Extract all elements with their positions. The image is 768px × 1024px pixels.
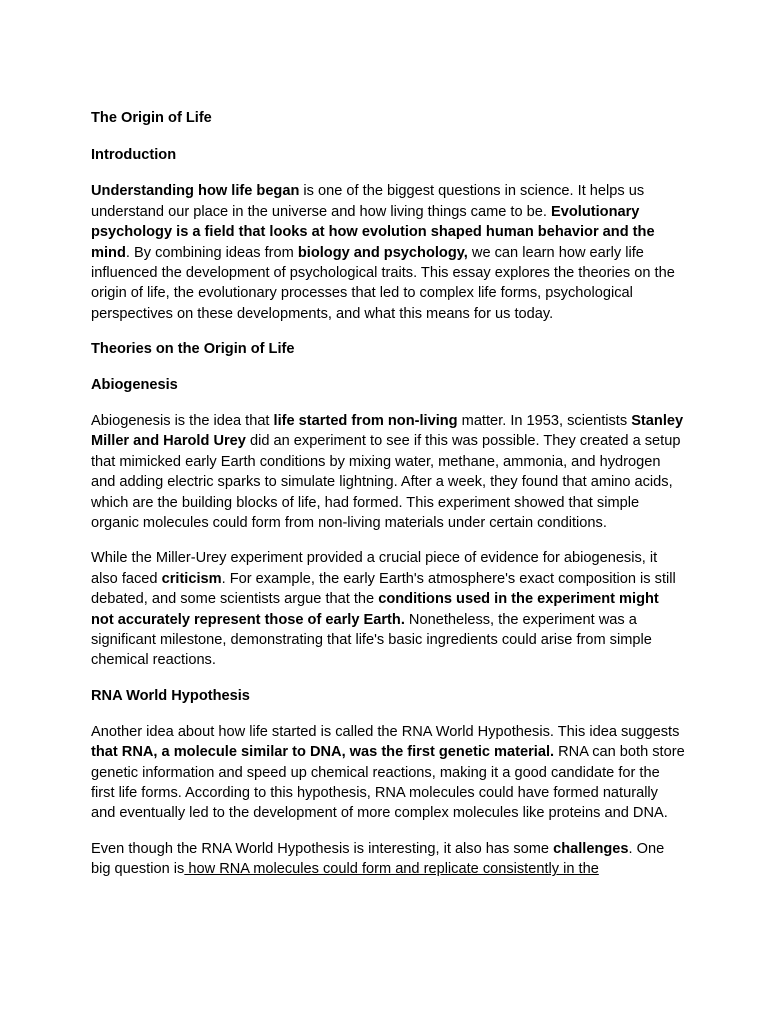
text-run: . One big question is	[91, 840, 665, 878]
text-run: . For example, the early Earth's atmosphere's exact composition is still debated, and some scientists argue that the	[91, 570, 676, 608]
bold-phrase: that RNA, a molecule similar to DNA, was the first genetic material.	[91, 744, 555, 761]
bold-phrase: Stanley Miller and Harold Urey	[91, 412, 684, 450]
text-run: did an experiment to see if this was possible. They created a setup that mimicked early Earth conditions by mixing water, methane, ammonia, and hydrogen and adding electric sparks to simulate lightning. After a week, they found that amino acids, which are the building blocks of life, had formed. This experiment showed that simple organic molecules could form from non-living materials under certain conditions.	[91, 433, 681, 531]
document-page	[91, 108, 685, 880]
rna-world-paragraph-1	[91, 722, 685, 824]
text-run: Abiogenesis is the idea that	[91, 412, 274, 429]
text-run: is one of the biggest questions in science. It helps us understand our place in the universe and how living things came to be.	[91, 183, 645, 220]
bold-phrase: Understanding how life began	[91, 183, 300, 200]
bold-phrase: criticism	[161, 570, 222, 587]
abiogenesis-paragraph-2	[91, 548, 685, 670]
text-run: RNA can both store genetic information and speed up chemical reactions, making it a good candidate for the first life forms. According to this hypothesis, RNA molecules could have formed naturally and eventually led to the development of more complex molecules like proteins and DNA.	[91, 744, 685, 822]
bold-phrase: life started from non-living	[273, 412, 458, 429]
text-run: Even though the RNA World Hypothesis is interesting, it also has some	[91, 840, 554, 857]
text-run: matter. In 1953, scientists	[457, 412, 632, 429]
introduction-paragraph	[91, 181, 685, 324]
underlined-phrase: how RNA molecules could form and replicate consistently in the	[184, 861, 599, 878]
abiogenesis-paragraph-1	[91, 411, 685, 533]
rna-world-paragraph-2	[91, 839, 685, 880]
text-run: While the Miller-Urey experiment provided a crucial piece of evidence for abiogenesis, it also faced	[91, 550, 658, 587]
section-heading-theories: Theories on the Origin of Life	[91, 341, 295, 358]
section-heading-introduction: Introduction	[91, 147, 177, 164]
bold-phrase: Evolutionary psychology is a field that looks at how evolution shaped human behavior and the mind	[91, 203, 655, 261]
text-run: we can learn how early life influenced the development of psychological traits. This essay explores the theories on the origin of life, the evolutionary processes that led to complex life forms, psychological perspectives on these developments, and what this means for us today.	[91, 244, 675, 322]
text-run: Another idea about how life started is called the RNA World Hypothesis. This idea suggests	[91, 723, 680, 740]
section-heading-rna-world: RNA World Hypothesis	[91, 687, 250, 704]
bold-phrase: biology and psychology,	[297, 244, 468, 261]
text-run: . By combining ideas from	[125, 244, 298, 261]
section-heading-abiogenesis: Abiogenesis	[91, 377, 178, 394]
text-run: Nonetheless, the experiment was a significant milestone, demonstrating that life's basic ingredients could arise from simple chemical reactions.	[91, 611, 652, 669]
document-title: The Origin of Life	[91, 110, 212, 126]
bold-phrase: challenges	[553, 840, 629, 857]
bold-phrase: conditions used in the experiment might not accurately represent those of early Earth.	[91, 591, 659, 628]
